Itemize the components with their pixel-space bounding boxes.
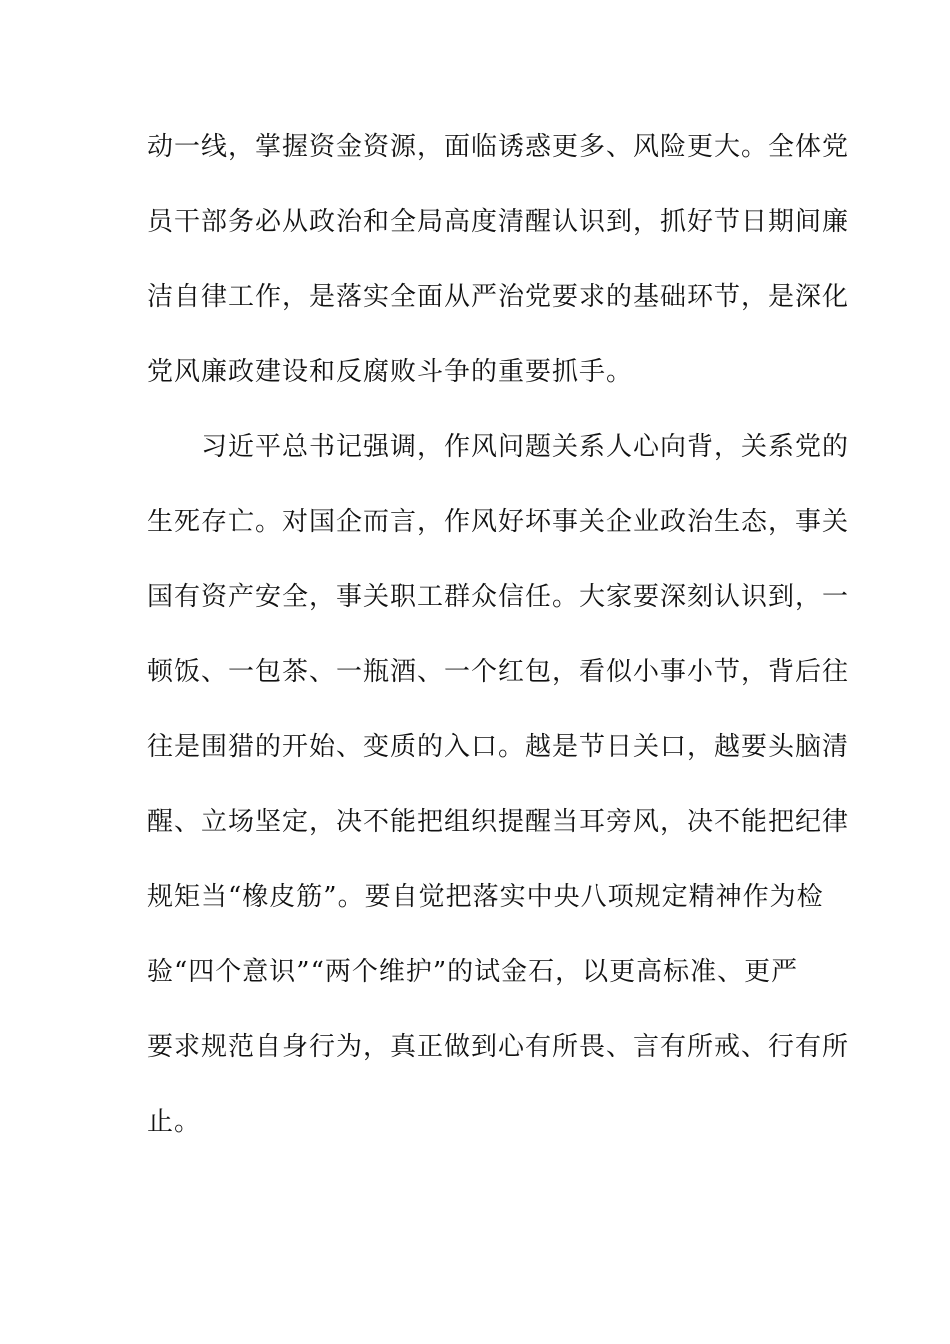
text-line: 验“四个意识”“两个维护”的试金石，以更高标准、更严 xyxy=(147,957,799,987)
text-line: 要求规范自身行为，真正做到心有所畏、言有所戒、行有所 xyxy=(147,1032,850,1062)
text-line: 止。 xyxy=(147,1107,202,1137)
text-line: 醒、立场坚定，决不能把组织提醒当耳旁风，决不能把纪律 xyxy=(147,807,850,837)
text-line: 顿饭、一包茶、一瓶酒、一个红包，看似小事小节，背后往 xyxy=(147,657,850,687)
text-line: 习近平总书记强调，作风问题关系人心向背，关系党的 xyxy=(147,432,850,462)
text-line: 党风廉政建设和反腐败斗争的重要抓手。 xyxy=(147,357,634,387)
text-line: 生死存亡。对国企而言，作风好坏事关企业政治生态，事关 xyxy=(147,507,850,537)
text-line: 洁自律工作，是落实全面从严治党要求的基础环节，是深化 xyxy=(147,282,850,312)
text-line: 规矩当“橡皮筋”。要自觉把落实中央八项规定精神作为检 xyxy=(147,882,824,912)
text-line: 员干部务必从政治和全局高度清醒认识到，抓好节日期间廉 xyxy=(147,207,850,237)
text-line: 动一线，掌握资金资源，面临诱惑更多、风险更大。全体党 xyxy=(147,132,850,162)
body-text xyxy=(147,128,850,1178)
text-line: 往是围猎的开始、变质的入口。越是节日关口，越要头脑清 xyxy=(147,732,850,762)
text-line: 国有资产安全，事关职工群众信任。大家要深刻认识到，一 xyxy=(147,582,850,612)
